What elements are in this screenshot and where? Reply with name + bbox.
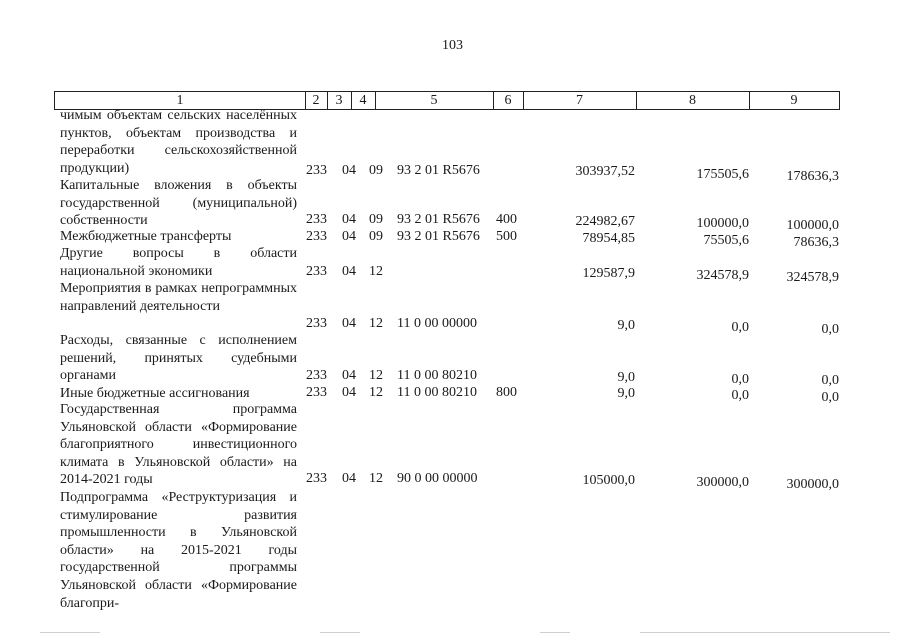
- cell-target-item: 11 0 00 80210: [397, 385, 477, 400]
- cell-expense-type: 800: [496, 385, 517, 400]
- cell-section: 04: [342, 368, 356, 383]
- scan-artifact: [540, 632, 570, 633]
- header-col-8: 8: [689, 93, 696, 108]
- cell-admin-code: 233: [306, 368, 327, 383]
- header-col-2: 2: [312, 93, 320, 108]
- header-col-7: 7: [576, 93, 583, 108]
- cell-amount-col8: 75505,6: [703, 233, 749, 248]
- cell-subsection: 12: [369, 368, 383, 383]
- cell-section: 04: [342, 212, 356, 227]
- cell-section: 04: [342, 316, 356, 331]
- cell-amount-col7: 9,0: [617, 318, 635, 333]
- cell-target-item: 93 2 01 R5676: [397, 229, 480, 244]
- cell-amount-col9: 178636,3: [786, 169, 839, 184]
- cell-amount-col8: 0,0: [731, 388, 749, 403]
- header-col-6: 6: [504, 93, 512, 108]
- cell-admin-code: 233: [306, 264, 327, 279]
- cell-subsection: 09: [369, 212, 383, 227]
- cell-amount-col9: 0,0: [821, 390, 839, 405]
- cell-subsection: 09: [369, 229, 383, 244]
- row-description: Другие вопросы в области национальной экономики: [60, 246, 297, 279]
- cell-amount-col9: 0,0: [821, 373, 839, 388]
- header-col-9: 9: [790, 93, 798, 108]
- cell-subsection: 12: [369, 471, 383, 486]
- cell-subsection: 12: [369, 316, 383, 331]
- cell-expense-type: 400: [496, 212, 517, 227]
- scan-artifact: [640, 632, 890, 633]
- cell-amount-col9: 324578,9: [786, 270, 839, 285]
- cell-section: 04: [342, 471, 356, 486]
- scan-artifact: [40, 632, 100, 633]
- cell-amount-col7: 105000,0: [582, 473, 635, 488]
- page-number: 103: [442, 38, 463, 53]
- row-description: Подпрограмма «Реструктуризация и стимулирование развития промышленности в Ульяновской области» на 2015-2021 годы государственной программы Ульяновской области «Формирование благопри-: [60, 490, 297, 611]
- cell-section: 04: [342, 264, 356, 279]
- cell-target-item: 11 0 00 80210: [397, 368, 477, 383]
- cell-amount-col7: 9,0: [617, 386, 635, 401]
- row-description: Расходы, связанные с исполнением решений, принятых судебными органами: [60, 333, 297, 384]
- row-description: Капитальные вложения в объекты государственной (муниципальной) собственности: [60, 178, 297, 229]
- cell-section: 04: [342, 163, 356, 178]
- header-col-1: 1: [176, 93, 184, 108]
- cell-amount-col8: 0,0: [731, 320, 749, 335]
- header-col-4: 4: [359, 93, 367, 108]
- cell-subsection: 12: [369, 264, 383, 279]
- cell-amount-col9: 78636,3: [793, 235, 839, 250]
- cell-admin-code: 233: [306, 385, 327, 400]
- cell-target-item: 93 2 01 R5676: [397, 212, 480, 227]
- cell-expense-type: 500: [496, 229, 517, 244]
- cell-amount-col9: 300000,0: [786, 477, 839, 492]
- cell-admin-code: 233: [306, 316, 327, 331]
- cell-section: 04: [342, 229, 356, 244]
- cell-amount-col8: 175505,6: [696, 167, 749, 182]
- header-col-5: 5: [430, 93, 438, 108]
- cell-amount-col8: 300000,0: [696, 475, 749, 490]
- cell-amount-col9: 0,0: [821, 322, 839, 337]
- cell-target-item: 11 0 00 00000: [397, 316, 477, 331]
- cell-admin-code: 233: [306, 471, 327, 486]
- cell-target-item: 90 0 00 00000: [397, 471, 478, 486]
- cell-subsection: 12: [369, 385, 383, 400]
- cell-subsection: 09: [369, 163, 383, 178]
- cell-amount-col7: 224982,67: [575, 214, 635, 229]
- row-description: Государственная программа Ульяновской области «Формирование благоприятного инвестиционного климата в Ульяновской области» на 2014-2021 годы: [60, 402, 297, 488]
- cell-amount-col7: 9,0: [617, 370, 635, 385]
- row-description: чимым объектам сельских населённых пунктов, объектам производства и переработки сельскохозяйственной продукции): [60, 108, 297, 176]
- cell-amount-col8: 100000,0: [696, 216, 749, 231]
- row-description: Межбюджетные трансферты: [60, 229, 232, 244]
- row-description: Иные бюджетные ассигнования: [60, 386, 250, 401]
- cell-admin-code: 233: [306, 212, 327, 227]
- row-description: Мероприятия в рамках непрограммных направлений деятельности: [60, 281, 297, 314]
- scan-artifact: [320, 632, 360, 633]
- cell-amount-col9: 100000,0: [786, 218, 839, 233]
- cell-section: 04: [342, 385, 356, 400]
- cell-amount-col7: 129587,9: [582, 266, 635, 281]
- cell-admin-code: 233: [306, 163, 327, 178]
- cell-amount-col8: 324578,9: [696, 268, 749, 283]
- cell-amount-col7: 303937,52: [575, 164, 635, 179]
- cell-admin-code: 233: [306, 229, 327, 244]
- cell-target-item: 93 2 01 R5676: [397, 163, 480, 178]
- cell-amount-col8: 0,0: [731, 372, 749, 387]
- cell-amount-col7: 78954,85: [582, 231, 635, 246]
- header-col-3: 3: [335, 93, 343, 108]
